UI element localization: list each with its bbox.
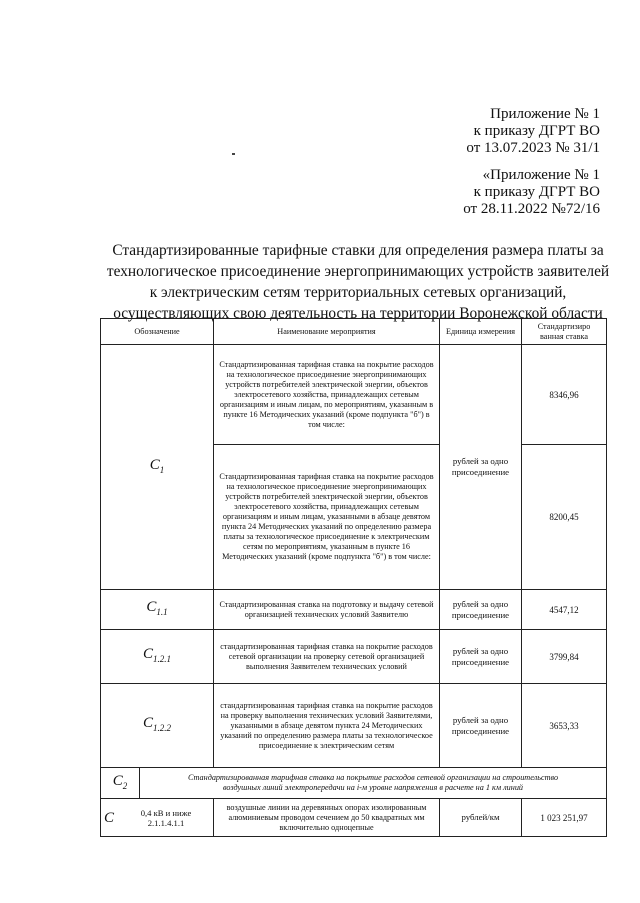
voltage-label	[122, 808, 210, 828]
rate-value: 1 023 251,97	[522, 799, 607, 837]
appendix-number: «Приложение № 1	[482, 167, 600, 183]
measure-name: Стандартизированная ставка на подготовку и выдачу сетевой организацией технических условий Заявителю	[214, 590, 440, 630]
measure-name: стандартизированная тарифная ставка на покрытие расходов на проверку выполнения технических условий Заявителями, указанными в абзаце девятом пункта 24 Методических указаний по определению размера платы за технологическое присоединение к электрическим сетям	[214, 684, 440, 768]
rate-value: 8200,45	[522, 445, 607, 590]
measure-name: Стандартизированная тарифная ставка на покрытие расходов на технологическое присоединение энергопринимающих устройств потребителей электрической энергии, объектов электросетевого хозяйства, принадлежащих сетевым организациям и иным лицам, указанными в абзаце девятом пункта 24 Методических указаний по определению размера платы за технологическое присоединение к электрическим сетям по мероприятиям, указанным в пункте 16 Методических указаний (кроме подпункта "б") в том числе:	[214, 445, 440, 590]
measure-name: воздушные линии на деревянных опорах изолированным алюминиевым проводом сечением до 50 квадратных мм включительно одноцепные	[214, 799, 440, 837]
table-row	[101, 630, 607, 684]
document-title	[98, 240, 618, 324]
symbol-cell	[101, 590, 214, 630]
table-row	[101, 590, 607, 630]
c2-line: Стандартизированная тарифная ставка на покрытие расходов сетевой организации на строительство	[187, 773, 559, 782]
c2-description	[140, 773, 606, 793]
appendix-header-previous	[463, 167, 600, 218]
c2-line: воздушных линий электропередачи на i-м уровне напряжения в расчете на 1 км линий	[222, 783, 524, 792]
symbol-cell	[101, 684, 214, 768]
header-name: Наименование мероприятия	[214, 319, 440, 345]
table-row	[101, 345, 607, 445]
c2-symbol-box	[101, 768, 140, 798]
unit-cell: рублей за одно присоединение	[440, 630, 522, 684]
rate-value: 8346,96	[522, 345, 607, 445]
appendix-order: к приказу ДГРТ ВО	[473, 184, 600, 200]
appendix-order: к приказу ДГРТ ВО	[473, 123, 600, 139]
appendix-date: от 13.07.2023 № 31/1	[466, 140, 600, 156]
appendix-date: от 28.11.2022 №72/16	[463, 201, 600, 217]
table-row	[101, 768, 607, 799]
symbol-cell	[101, 799, 214, 837]
scan-speck	[232, 153, 235, 155]
rate-value: 3799,84	[522, 630, 607, 684]
appendix-header-current	[466, 106, 600, 157]
measure-name: стандартизированная тарифная ставка на покрытие расходов сетевой организации на проверку сетевой организацией выполнения Заявителем технических условий	[214, 630, 440, 684]
symbol-cell	[101, 630, 214, 684]
table-row	[101, 799, 607, 837]
symbol-with-sublabel	[104, 808, 210, 828]
tariff-symbol: $C_{1.2.1}$	[142, 646, 171, 664]
header-designation: Обозначение	[101, 319, 214, 345]
title-line: к электрическим сетям территориальных сетевых организаций,	[149, 284, 567, 301]
unit-cell: рублей за одно присоединение	[440, 684, 522, 768]
header-rate: Стандартизиро ванная ставка	[522, 319, 607, 345]
tariff-code: 2.1.1.4.1.1	[147, 817, 185, 828]
symbol-cell	[101, 345, 214, 590]
rate-value: 3653,33	[522, 684, 607, 768]
c2-row-cell	[101, 768, 607, 799]
header-unit: Единица измерения	[440, 319, 522, 345]
tariff-symbol: $C_2$	[112, 772, 128, 791]
title-line: осуществляющих свою деятельность на территории Воронежской области	[113, 305, 603, 322]
title-line: Стандартизированные тарифные ставки для определения размера платы за	[112, 242, 604, 259]
tariff-symbol: C	[104, 809, 115, 826]
table-row	[101, 684, 607, 768]
table-header-row	[101, 319, 607, 345]
appendix-number: Приложение № 1	[490, 106, 600, 122]
unit-cell: рублей за одно присоединение	[440, 590, 522, 630]
tariff-symbol: $C_{1.2.2}$	[142, 715, 171, 733]
unit-cell: рублей за одно присоединение	[440, 345, 522, 590]
voltage-level: 0,4 кВ и ниже	[140, 807, 192, 818]
title-line: технологическое присоединение энергопринимающих устройств заявителей	[106, 263, 610, 280]
tariff-symbol: $C_1$	[149, 456, 165, 475]
tariff-table	[100, 318, 607, 837]
unit-cell: рублей/км	[440, 799, 522, 837]
tariff-symbol: $C_{1.1}$	[146, 599, 168, 617]
measure-name: Стандартизированная тарифная ставка на покрытие расходов на технологическое присоединение энергопринимающих устройств потребителей электрической энергии, объектов электросетевого хозяйства, принадлежащих сетевым организациям и иным лицам, по мероприятиям, указанным в пункте 16 Методических указаний (кроме подпункта "б") в том числе:	[214, 345, 440, 445]
rate-value: 4547,12	[522, 590, 607, 630]
